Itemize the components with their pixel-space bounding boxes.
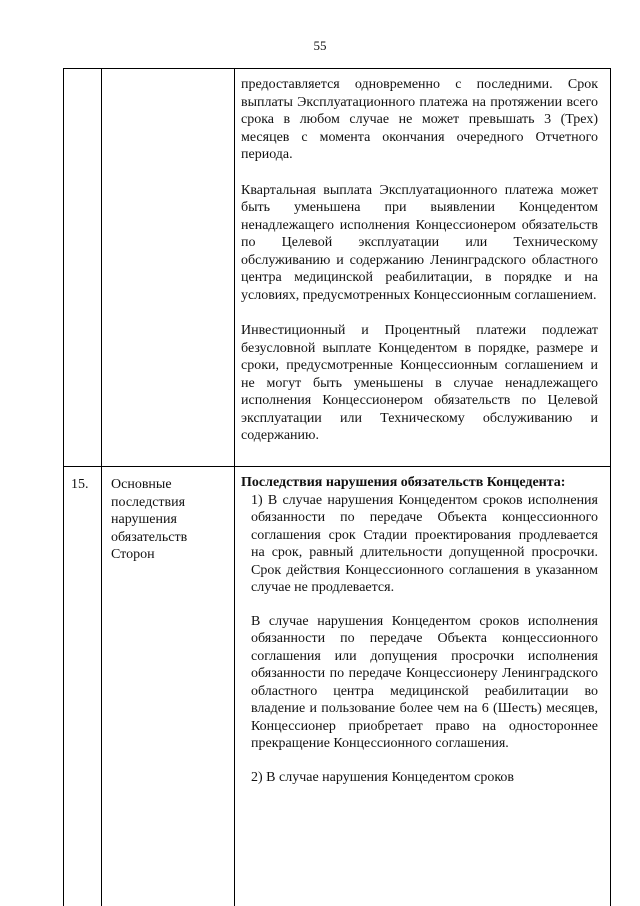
row-subject	[111, 476, 229, 564]
subject-line: Сторон	[111, 547, 155, 562]
paragraph: Инвестиционный и Процентный платежи подлежат безусловной выплате Концедентом в порядке, размере и сроки, предусмотренные Концессионным соглашением и не могут быть уменьшены в случае ненадлежащего исполнения Концессионером обязательств по Целевой эксплуатации или Техническому обслуживанию и содержанию.	[241, 323, 598, 443]
row-number: 15.	[71, 477, 89, 492]
page-number: 55	[313, 38, 327, 53]
subject-line: Основные	[111, 477, 172, 492]
subject-line: последствия	[111, 494, 186, 510]
row-2-text	[241, 474, 598, 786]
paragraph: В случае нарушения Концедентом сроков исполнения обязанности по передаче Объекта концессионного соглашения или допущения просрочки исполнения обязанности по передаче Концессионеру Ленинградского областного центра медицинской реабилитации во владение и пользование более чем на 6 (Шесть) месяцев, Концессионер приобретает право на одностороннее прекращение Концессионного соглашения.	[251, 613, 598, 751]
paragraph: Квартальная выплата Эксплуатационного платежа может быть уменьшена при выявлении Концедентом ненадлежащего исполнения Концессионером обязательств по Целевой эксплуатации или Техническому обслуживанию и содержанию Ленинградского областного центра медицинской реабилитации, в порядке и на условиях, предусмотренных Концессионным соглашением.	[241, 182, 598, 303]
subject-line: нарушения	[111, 512, 177, 527]
column-divider	[101, 69, 102, 906]
paragraph: предоставляется одновременно с последними. Срок выплаты Эксплуатационного платежа на протяжении всего срока в любом случае не может превышать 3 (Трех) месяцев с момента окончания очередного Отчетного периода.	[241, 77, 598, 162]
paragraph: 2) В случае нарушения Концедентом сроков	[251, 769, 515, 785]
contract-table	[63, 68, 611, 906]
subject-line: обязательств	[111, 529, 188, 545]
column-divider	[234, 69, 235, 906]
paragraph: 1) В случае нарушения Концедентом сроков исполнения обязанности по передаче Объекта концессионного соглашения срок Стадии проектирования продлевается на срок, равный длительности допущенной просрочки. Срок действия Концессионного соглашения в указанном случае не продлевается.	[251, 492, 598, 595]
row-1-text	[241, 76, 598, 445]
clause-list	[241, 492, 598, 787]
row-divider	[64, 466, 610, 467]
section-heading: Последствия нарушения обязательств Концедента:	[241, 475, 566, 490]
